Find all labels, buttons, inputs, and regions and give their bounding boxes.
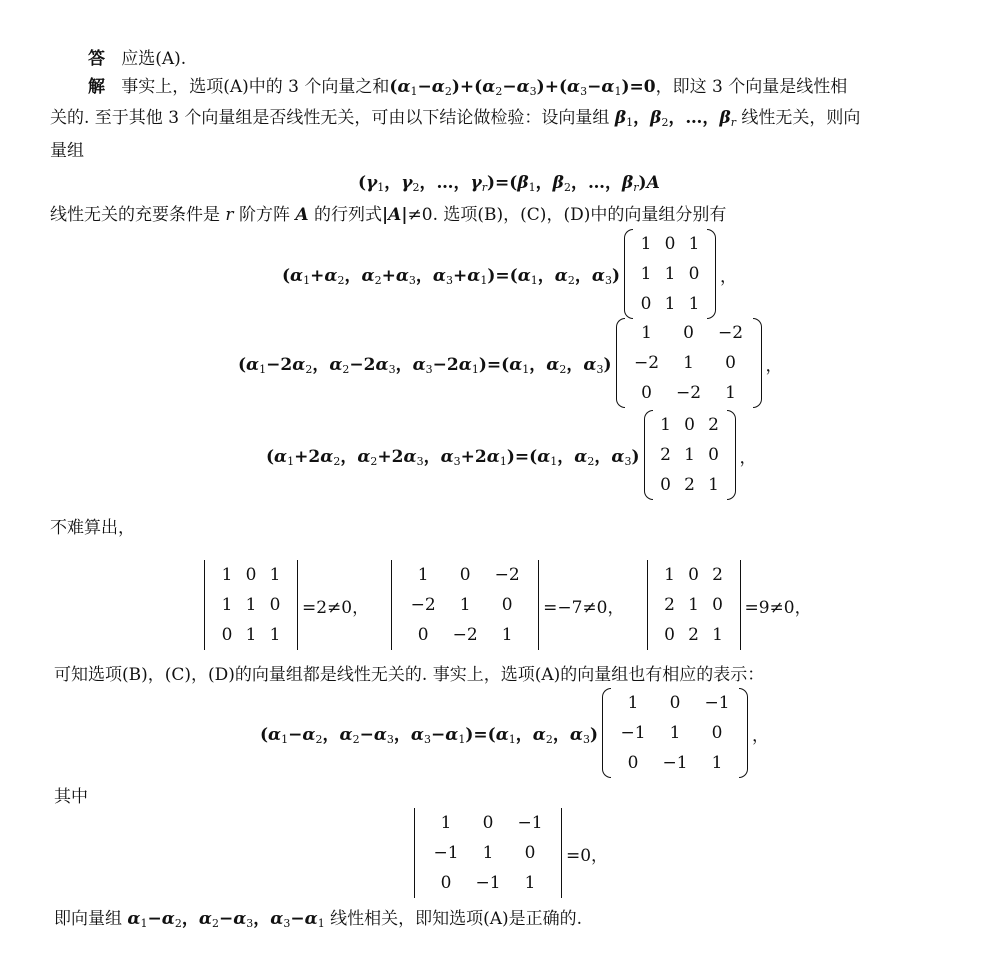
solution-text-2b: 线性无关，则向 — [741, 108, 861, 128]
matrix-entry: 0 — [640, 294, 652, 314]
det-c-value: =−7≠0， — [543, 597, 625, 618]
matrix-entry: −2 — [410, 595, 436, 615]
matrix-entry: 1 — [245, 595, 257, 615]
condition-text-b: 阶方阵 — [238, 205, 290, 225]
matrix-row — [612, 748, 738, 778]
matrix-entry: −1 — [662, 753, 688, 773]
matrix-row — [626, 348, 752, 378]
where-line — [54, 782, 88, 807]
matrix-a-symbol: A — [295, 205, 309, 225]
matrix-entry: 1 — [269, 565, 281, 585]
matrix-entry: 1 — [627, 693, 639, 713]
matrix-entry: 1 — [688, 234, 700, 254]
matrix-row — [654, 470, 726, 500]
matrix-entry: 0 — [459, 565, 471, 585]
conclusion-line — [54, 660, 764, 685]
matrix-entry: 0 — [708, 445, 719, 465]
matrix-entry: 1 — [440, 813, 452, 833]
det-a-value: =0， — [566, 845, 609, 866]
matrix-entry: 0 — [688, 264, 700, 284]
condition-text-c: 的行列式 — [313, 205, 382, 225]
answer-text: 应选(A). — [121, 49, 187, 69]
matrix-entry: 0 — [417, 625, 429, 645]
matrix-entry: 1 — [245, 625, 257, 645]
matrix-b — [624, 229, 716, 319]
matrix-entry: 1 — [459, 595, 471, 615]
matrix-row — [658, 590, 730, 620]
matrix-entry: 0 — [627, 753, 639, 773]
det-a-symbol: |A| — [381, 205, 408, 225]
solution-label: 解 — [88, 77, 105, 97]
matrix-entry: 0 — [664, 234, 676, 254]
matrix-entry: 2 — [684, 475, 695, 495]
solution-text-3: 量组 — [50, 141, 84, 161]
conclusion-text: 可知选项(B)，(C)，(D)的向量组都是线性无关的. 事实上，选项(A)的向量组也有相应的表示： — [54, 665, 765, 685]
sum-expression: $(\alpha_1-\alpha_2)+(\alpha_2-\alpha_3)+(\alpha_3-\alpha_1)=0$ — [389, 77, 656, 98]
matrix-row — [402, 590, 528, 620]
matrix-entry: 1 — [660, 415, 671, 435]
matrix-entry: 0 — [641, 383, 652, 403]
solution-line-1 — [88, 72, 847, 98]
solution-text-2a: 关的. 至于其他 3 个向量组是否线性无关，可由以下结论做检验：设向量组 — [50, 108, 610, 128]
matrix-row — [634, 289, 706, 319]
final-text-a: 即向量组 — [54, 909, 122, 929]
final-text-b: 线性相关，即知选项(A)是正确的. — [330, 909, 583, 929]
matrix-entry: 0 — [221, 625, 233, 645]
matrix-row — [658, 620, 730, 650]
alpha-difference-set: $\alpha_1-\alpha_2$，$\alpha_2-\alpha_3$，$\alpha_3-\alpha_1$ — [127, 909, 325, 930]
matrix-entry: −2 — [717, 323, 744, 343]
matrix-row — [215, 590, 287, 620]
matrix-entry: 1 — [725, 383, 736, 403]
matrix-entry: −1 — [620, 723, 646, 743]
matrix-entry: 0 — [688, 565, 699, 585]
solution-line-3 — [50, 136, 84, 161]
equation-c: ($\alpha_1-2\alpha_2$，$\alpha_2-2\alpha_3$，$\alpha_3-2\alpha_1)=(\alpha_1$，$\alpha_2$，$\alpha_3$) 1 0 −2 −2 1 0 0 −2 1 ， — [238, 318, 783, 408]
matrix-entry: 0 — [660, 475, 671, 495]
matrix-entry: −2 — [452, 625, 478, 645]
matrix-entry: 1 — [221, 565, 233, 585]
where-label: 其中 — [54, 787, 88, 807]
condition-text-a: 线性无关的充要条件是 — [50, 205, 220, 225]
det-a — [414, 808, 562, 898]
equation-b: ($\alpha_1+\alpha_2$，$\alpha_2+\alpha_3$，$\alpha_3+\alpha_1)=(\alpha_1$，$\alpha_2$，$\alpha_3$) 1 0 1 1 1 0 0 1 1 ， — [282, 229, 737, 319]
matrix-entry: 1 — [221, 595, 233, 615]
r-symbol: r — [225, 205, 234, 225]
matrix-entry: −1 — [704, 693, 730, 713]
matrix-row — [626, 318, 752, 348]
det-d-value: =9≠0， — [744, 597, 812, 618]
matrix-entry: 2 — [660, 445, 671, 465]
matrix-c — [616, 318, 762, 408]
matrix-entry: 2 — [708, 415, 719, 435]
det-c — [391, 560, 539, 650]
equation-d: ($\alpha_1+2\alpha_2$，$\alpha_2+2\alpha_3$，$\alpha_3+2\alpha_1)=(\alpha_1$，$\alpha_2$，$\alpha_3$) 1 0 2 2 1 0 0 2 1 ， — [266, 410, 757, 500]
det-d — [647, 560, 741, 650]
matrix-entry: 0 — [684, 415, 695, 435]
answer-label: 答 — [88, 49, 105, 69]
matrix-row — [402, 560, 528, 590]
matrix-entry: 1 — [501, 625, 513, 645]
matrix-entry: 1 — [482, 843, 494, 863]
matrix-row — [626, 378, 752, 408]
matrix-entry: 1 — [708, 475, 719, 495]
solution-text-1b: ，即这 3 个向量是线性相 — [655, 77, 848, 97]
matrix-row — [634, 229, 706, 259]
final-line — [54, 904, 582, 930]
matrix-entry: 1 — [711, 753, 723, 773]
matrix-entry: −2 — [494, 565, 520, 585]
matrix-entry: 0 — [712, 595, 723, 615]
matrix-entry: 1 — [688, 294, 700, 314]
matrix-entry: 1 — [641, 323, 652, 343]
solution-text-1a: 事实上，选项(A)中的 3 个向量之和 — [121, 77, 390, 97]
matrix-entry: 1 — [684, 445, 695, 465]
matrix-entry: 0 — [664, 625, 675, 645]
matrix-a — [602, 688, 748, 778]
matrix-row — [425, 868, 551, 898]
matrix-row — [612, 688, 738, 718]
det-b — [204, 560, 298, 650]
matrix-entry: 1 — [669, 723, 681, 743]
matrix-row — [634, 259, 706, 289]
condition-text-d: ≠0. 选项(B)，(C)，(D)中的向量组分别有 — [407, 205, 727, 225]
beta-set: $\beta_1$，$\beta_2$，…，$\beta_r$ — [614, 108, 736, 129]
matrix-entry: 0 — [669, 693, 681, 713]
matrix-entry: 1 — [712, 625, 723, 645]
matrix-entry: 0 — [501, 595, 513, 615]
matrix-entry: −1 — [433, 843, 459, 863]
matrix-entry: 1 — [524, 873, 536, 893]
matrix-entry: −2 — [633, 353, 660, 373]
compute-note-text: 不难算出， — [50, 518, 135, 538]
det-a-row — [410, 808, 608, 898]
matrix-row — [425, 808, 551, 838]
matrix-entry: 2 — [688, 625, 699, 645]
matrix-entry: 1 — [664, 264, 676, 284]
matrix-entry: 0 — [269, 595, 281, 615]
matrix-entry: 1 — [640, 264, 652, 284]
matrix-entry: −1 — [517, 813, 543, 833]
matrix-row — [425, 838, 551, 868]
matrix-entry: 0 — [683, 323, 694, 343]
matrix-row — [612, 718, 738, 748]
matrix-entry: 1 — [664, 294, 676, 314]
matrix-entry: −2 — [675, 383, 702, 403]
matrix-row — [654, 410, 726, 440]
matrix-entry: 1 — [688, 595, 699, 615]
matrix-entry: 1 — [664, 565, 675, 585]
compute-note — [50, 513, 135, 538]
matrix-row — [654, 440, 726, 470]
matrix-entry: 2 — [712, 565, 723, 585]
matrix-entry: 1 — [417, 565, 429, 585]
matrix-d — [644, 410, 736, 500]
matrix-row — [215, 620, 287, 650]
gamma-beta-equation: ($\gamma_1$，$\gamma_2$，…，$\gamma_r)=(\beta_1$，$\beta_2$，…，$\beta_r)A$ — [358, 173, 660, 194]
det-b-value: =2≠0， — [302, 597, 370, 618]
matrix-entry: 0 — [245, 565, 257, 585]
matrix-entry: 0 — [711, 723, 723, 743]
matrix-entry: 2 — [664, 595, 675, 615]
matrix-entry: 1 — [269, 625, 281, 645]
matrix-entry: 0 — [524, 843, 536, 863]
matrix-entry: −1 — [475, 873, 501, 893]
determinants-row — [200, 560, 812, 650]
matrix-row — [215, 560, 287, 590]
answer-line — [88, 44, 186, 69]
matrix-entry: 1 — [640, 234, 652, 254]
equation-a: ($\alpha_1-\alpha_2$，$\alpha_2-\alpha_3$，$\alpha_3-\alpha_1)=(\alpha_1$，$\alpha_2$，$\alpha_3$) 1 0 −1 −1 1 0 0 −1 1 ， — [260, 688, 769, 778]
matrix-row — [658, 560, 730, 590]
condition-line — [50, 200, 726, 225]
matrix-entry: 0 — [482, 813, 494, 833]
solution-line-2 — [50, 103, 860, 129]
matrix-row — [402, 620, 528, 650]
matrix-entry: 1 — [683, 353, 694, 373]
matrix-entry: 0 — [440, 873, 452, 893]
matrix-entry: 0 — [725, 353, 736, 373]
